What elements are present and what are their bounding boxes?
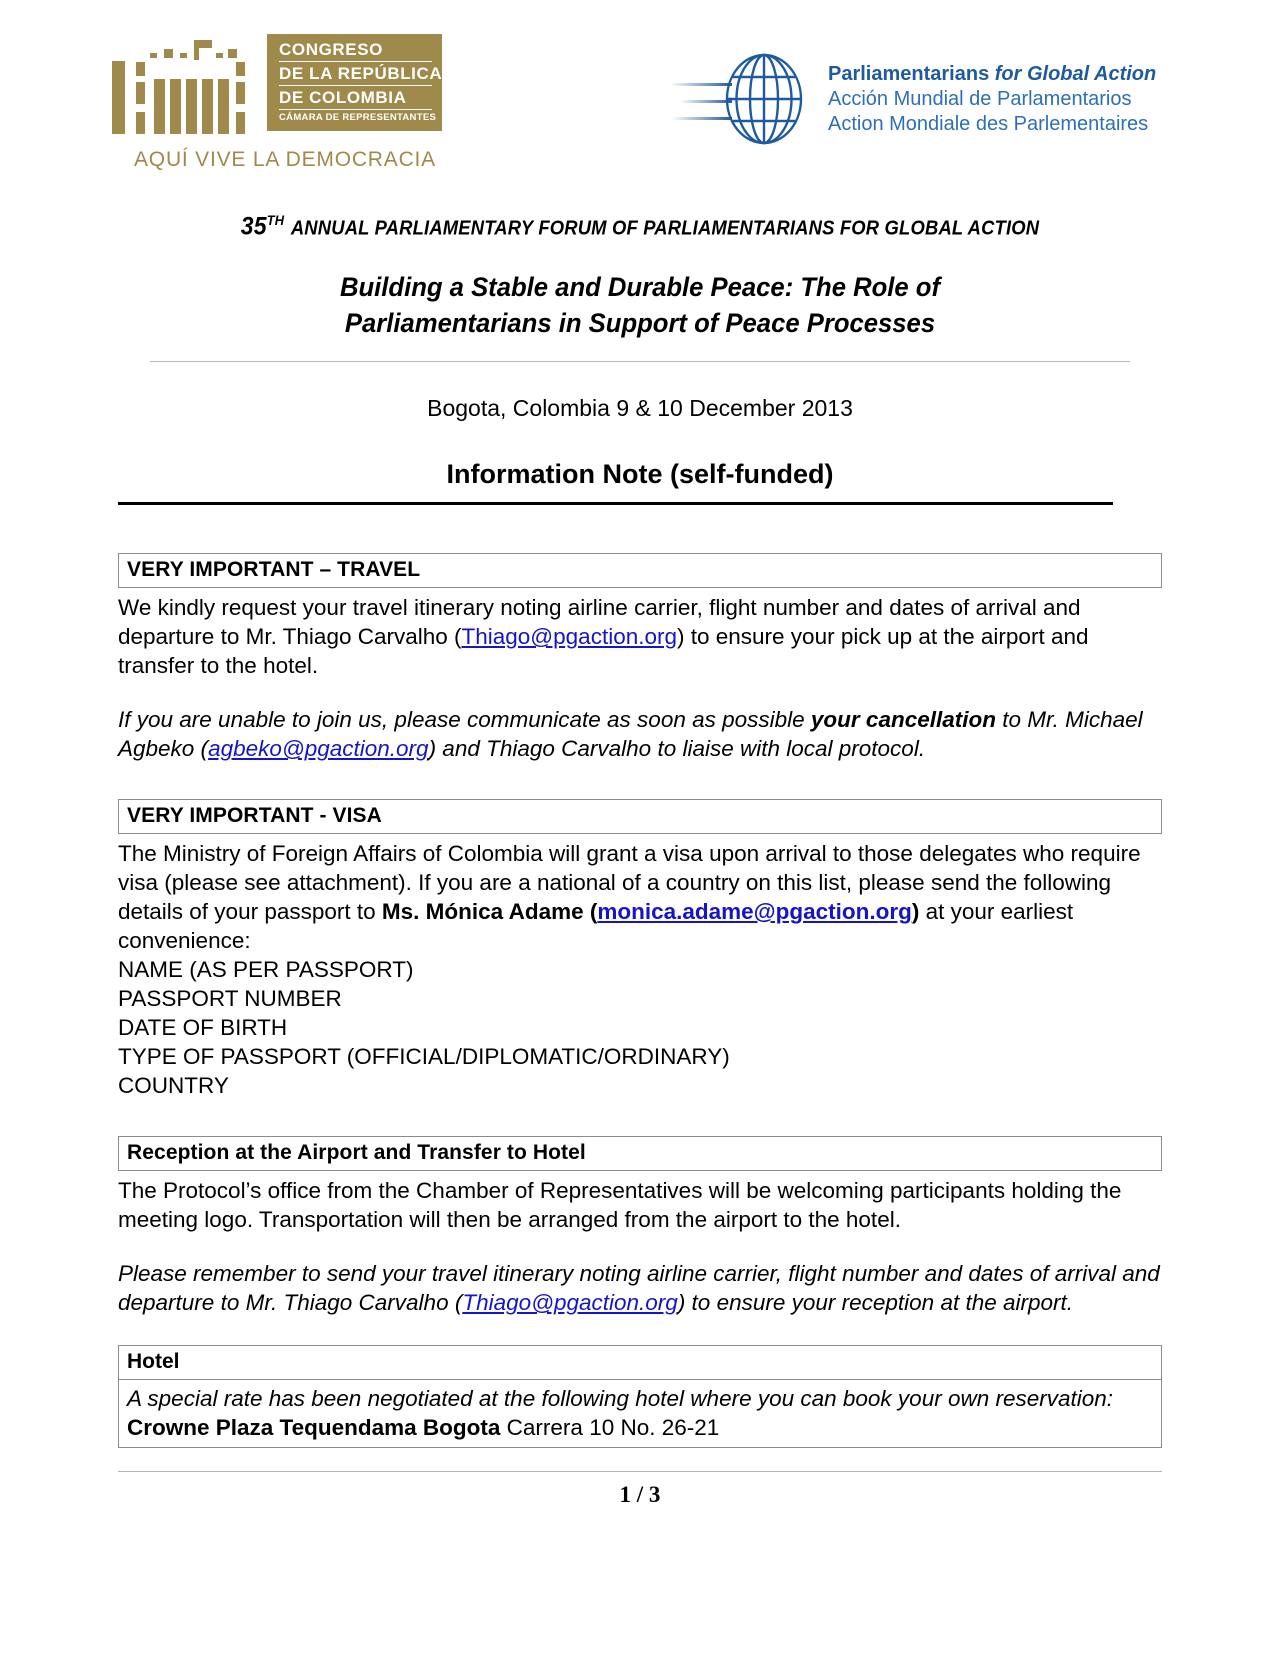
pga-wordmark [828, 62, 1156, 137]
congress-of-colombia-logo [112, 34, 452, 172]
congress-line-3: DE COLOMBIA [279, 88, 432, 110]
travel-paragraph-2: If you are unable to join us, please communicate as soon as possible your cancellation to Mr. Michael Agbeko (agbeko@pgaction.org) and Thiago Carvalho to liaise with local protocol. [118, 707, 1143, 762]
table-row [119, 1346, 1162, 1380]
monica-adame-name: Ms. Mónica Adame (monica.adame@pgaction.org) [381, 899, 920, 925]
section-heading-travel: VERY IMPORTANT – TRAVEL [118, 553, 1162, 588]
section-body-visa [118, 834, 1162, 1100]
document-content [0, 553, 1280, 1448]
hotel-details-cell [119, 1380, 1162, 1448]
thiago-email-link[interactable]: Thiago@pgaction.org [461, 624, 677, 650]
hotel-name: Crowne Plaza Tequendama Bogota [127, 1415, 501, 1441]
document-type: Information Note (self-funded) [446, 459, 834, 490]
agbeko-email-link[interactable]: agbeko@pgaction.org [208, 736, 429, 762]
forum-title-rest: ANNUAL PARLIAMENTARY FORUM OF PARLIAMENTARIANS FOR GLOBAL ACTION [290, 217, 1040, 240]
footer-divider [118, 1471, 1162, 1472]
cancellation-emphasis: your cancellation [810, 707, 996, 733]
pga-line-2: Acción Mundial de Parlamentarios [828, 88, 1132, 110]
passport-detail-item: TYPE OF PASSPORT (OFFICIAL/DIPLOMATIC/ORDINARY) [118, 1044, 730, 1070]
visa-paragraph-1: The Ministry of Foreign Affairs of Colombia will grant a visa upon arrival to those delegates who require visa (please see attachment). If you are a national of a country on this list, please send the following details of your passport to Ms. Mónica Adame (monica.adame@pgaction.org) at your earliest convenience: [118, 841, 1141, 954]
forum-theme: Building a Stable and Durable Peace: The Role of Parliamentarians in Support of Peace Processes [339, 272, 941, 339]
travel-paragraph-1: We kindly request your travel itinerary noting airline carrier, flight number and dates of arrival and departure to Mr. Thiago Carvalho (Thiago@pgaction.org) to ensure your pick up at the airport and transfer to the hotel. [118, 595, 1089, 679]
congress-line-1: CONGRESO [279, 40, 432, 62]
congress-logo-mark [112, 34, 452, 134]
congress-tagline: AQUÍ VIVE LA DEMOCRACIA [134, 148, 436, 171]
monica-email-link[interactable]: monica.adame@pgaction.org [597, 899, 912, 925]
header-heavy-divider [118, 502, 1113, 505]
hotel-table [118, 1345, 1162, 1448]
passport-detail-item: NAME (AS PER PASSPORT) [118, 957, 414, 983]
hotel-address: Carrera 10 No. 26-21 [506, 1415, 720, 1441]
forum-ordinal-suffix: TH [266, 212, 285, 228]
congress-line-4: CÁMARA DE REPRESENTANTES [279, 112, 437, 123]
pga-line-1: Parliamentarians for Global Action [828, 63, 1157, 85]
reception-paragraph-2: Please remember to send your travel itinerary noting airline carrier, flight number and dates of arrival and departure to Mr. Thiago Carvalho (Thiago@pgaction.org) to ensure your reception at the airport. [118, 1261, 1160, 1316]
section-heading-visa: VERY IMPORTANT - VISA [118, 799, 1162, 834]
spacer [118, 1100, 1162, 1136]
forum-title [180, 212, 1100, 241]
hotel-rate-note: A special rate has been negotiated at the following hotel where you can book your own reservation: [127, 1386, 1114, 1412]
document-header [0, 0, 1280, 190]
congress-line-2: DE LA REPÚBLICA [279, 64, 432, 86]
section-body-reception [118, 1171, 1162, 1317]
thiago-email-link-2[interactable]: Thiago@pgaction.org [462, 1290, 678, 1316]
passport-detail-item: DATE OF BIRTH [118, 1015, 288, 1041]
forum-number: 35 [240, 212, 267, 241]
congress-logo-wordmark [267, 34, 442, 131]
pga-logo [668, 52, 1156, 147]
page-number: 1 / 3 [619, 1482, 661, 1507]
passport-detail-item: PASSPORT NUMBER [118, 986, 342, 1012]
title-divider [150, 361, 1130, 362]
pga-line-3: Action Mondiale des Parlementaires [828, 113, 1149, 135]
section-heading-hotel: Hotel [119, 1346, 1162, 1380]
congress-building-icon [112, 34, 267, 134]
spacer [118, 763, 1162, 799]
passport-details-list [118, 955, 1162, 1100]
globe-icon [668, 52, 818, 147]
document-footer [118, 1471, 1162, 1508]
section-body-travel [118, 588, 1162, 763]
table-row [119, 1380, 1162, 1448]
event-date: Bogota, Colombia 9 & 10 December 2013 [427, 395, 853, 422]
section-heading-reception: Reception at the Airport and Transfer to Hotel [118, 1136, 1162, 1171]
spacer [118, 1317, 1162, 1345]
title-block [140, 212, 1140, 490]
reception-paragraph-1: The Protocol’s office from the Chamber of Representatives will be welcoming participants holding the meeting logo. Transportation will then be arranged from the airport to the hotel. [118, 1178, 1122, 1233]
passport-detail-item: COUNTRY [118, 1073, 229, 1099]
